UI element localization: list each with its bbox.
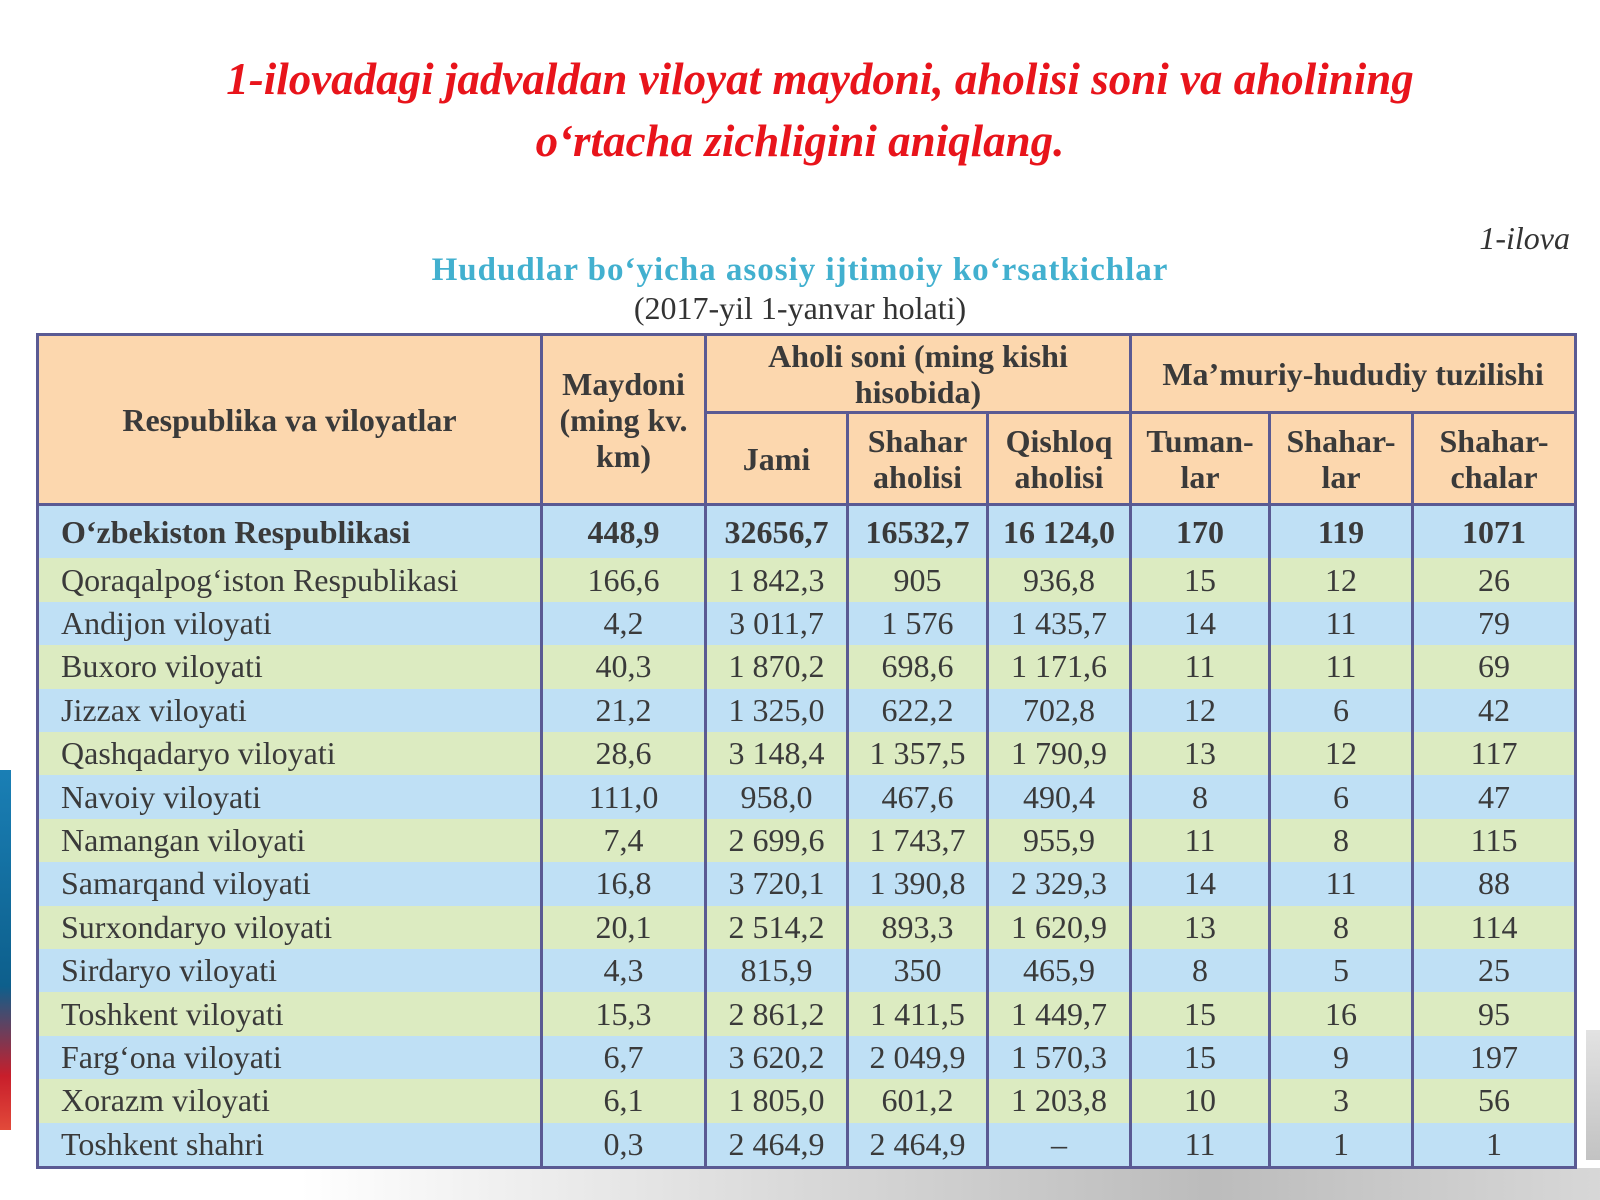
cell-towns: 88 [1413, 862, 1576, 905]
cell-urban: 2 464,9 [848, 1123, 988, 1168]
cell-name: Navoiy viloyati [38, 775, 542, 818]
cell-name: Toshkent shahri [38, 1123, 542, 1168]
cell-urban: 622,2 [848, 689, 988, 732]
cell-name: Sirdaryo viloyati [38, 949, 542, 992]
cell-cities: 9 [1270, 1036, 1413, 1079]
cell-total: 2 861,2 [706, 992, 848, 1035]
cell-urban: 350 [848, 949, 988, 992]
cell-area: 6,1 [542, 1079, 706, 1122]
cell-towns: 1 [1413, 1123, 1576, 1168]
cell-urban: 698,6 [848, 645, 988, 688]
cell-area: 166,6 [542, 558, 706, 601]
header-towns: Shahar-chalar [1413, 413, 1576, 505]
cell-cities: 11 [1270, 645, 1413, 688]
table-row [38, 992, 1576, 1035]
cell-name: Farg‘ona viloyati [38, 1036, 542, 1079]
cell-name: Jizzax viloyati [38, 689, 542, 732]
cell-area: 4,3 [542, 949, 706, 992]
cell-cities: 11 [1270, 862, 1413, 905]
cell-urban: 467,6 [848, 775, 988, 818]
slide-heading [0, 48, 1600, 172]
cell-area: 40,3 [542, 645, 706, 688]
header-urban: Shahar aholisi [848, 413, 988, 505]
cell-districts: 8 [1131, 775, 1270, 818]
cell-total: 1 870,2 [706, 645, 848, 688]
cell-rural: 702,8 [988, 689, 1131, 732]
cell-rural: 1 790,9 [988, 732, 1131, 775]
table-row [38, 558, 1576, 601]
cell-districts: 11 [1131, 645, 1270, 688]
cell-cities: 12 [1270, 558, 1413, 601]
cell-area: 28,6 [542, 732, 706, 775]
cell-cities: 8 [1270, 819, 1413, 862]
cell-name: Toshkent viloyati [38, 992, 542, 1035]
table-row [38, 602, 1576, 645]
cell-districts: 15 [1131, 1036, 1270, 1079]
cell-urban: 1 743,7 [848, 819, 988, 862]
cell-cities: 6 [1270, 775, 1413, 818]
cell-urban: 16532,7 [848, 505, 988, 559]
cell-name: Surxondaryo viloyati [38, 906, 542, 949]
heading-line-1: 1-ilovadagi jadvaldan viloyat maydoni, aholisi soni va aholining [226, 54, 1414, 104]
cell-rural: 490,4 [988, 775, 1131, 818]
cell-districts: 15 [1131, 992, 1270, 1035]
cell-name: Qoraqalpog‘iston Respublikasi [38, 558, 542, 601]
table-row [38, 1079, 1576, 1122]
table-row [38, 949, 1576, 992]
cell-area: 111,0 [542, 775, 706, 818]
header-rural: Qishloq aholisi [988, 413, 1131, 505]
cell-rural: – [988, 1123, 1131, 1168]
cell-rural: 1 203,8 [988, 1079, 1131, 1122]
cell-area: 448,9 [542, 505, 706, 559]
cell-area: 6,7 [542, 1036, 706, 1079]
cell-total: 3 620,2 [706, 1036, 848, 1079]
cell-area: 15,3 [542, 992, 706, 1035]
header-region: Respublika va viloyatlar [38, 335, 542, 505]
cell-towns: 197 [1413, 1036, 1576, 1079]
header-districts: Tuman-lar [1131, 413, 1270, 505]
cell-total: 2 464,9 [706, 1123, 848, 1168]
cell-total: 815,9 [706, 949, 848, 992]
cell-urban: 905 [848, 558, 988, 601]
cell-districts: 13 [1131, 732, 1270, 775]
table-row [38, 1036, 1576, 1079]
cell-total: 1 325,0 [706, 689, 848, 732]
cell-districts: 8 [1131, 949, 1270, 992]
cell-districts: 11 [1131, 819, 1270, 862]
appendix-label: 1-ilova [1479, 220, 1570, 256]
cell-districts: 13 [1131, 906, 1270, 949]
cell-area: 16,8 [542, 862, 706, 905]
cell-name: Samarqand viloyati [38, 862, 542, 905]
left-edge-decoration [0, 770, 11, 1130]
cell-rural: 936,8 [988, 558, 1131, 601]
table-row [38, 645, 1576, 688]
heading-line-2: o‘rtacha zichligini aniqlang. [535, 116, 1065, 166]
cell-towns: 26 [1413, 558, 1576, 601]
cell-districts: 15 [1131, 558, 1270, 601]
cell-towns: 69 [1413, 645, 1576, 688]
cell-towns: 117 [1413, 732, 1576, 775]
cell-urban: 1 357,5 [848, 732, 988, 775]
cell-rural: 2 329,3 [988, 862, 1131, 905]
cell-rural: 1 620,9 [988, 906, 1131, 949]
cell-total: 3 148,4 [706, 732, 848, 775]
cell-cities: 119 [1270, 505, 1413, 559]
cell-rural: 1 570,3 [988, 1036, 1131, 1079]
cell-name: Xorazm viloyati [38, 1079, 542, 1122]
cell-cities: 1 [1270, 1123, 1413, 1168]
cell-towns: 25 [1413, 949, 1576, 992]
cell-name: O‘zbekiston Respublikasi [38, 505, 542, 559]
cell-towns: 56 [1413, 1079, 1576, 1122]
cell-urban: 1 411,5 [848, 992, 988, 1035]
cell-total: 3 720,1 [706, 862, 848, 905]
statistics-table [36, 333, 1577, 1169]
cell-rural: 1 449,7 [988, 992, 1131, 1035]
cell-total: 2 514,2 [706, 906, 848, 949]
cell-name: Buxoro viloyati [38, 645, 542, 688]
cell-area: 21,2 [542, 689, 706, 732]
cell-districts: 11 [1131, 1123, 1270, 1168]
cell-rural: 1 171,6 [988, 645, 1131, 688]
cell-districts: 10 [1131, 1079, 1270, 1122]
header-area: Maydoni (ming kv. km) [542, 335, 706, 505]
cell-area: 4,2 [542, 602, 706, 645]
cell-cities: 5 [1270, 949, 1413, 992]
cell-total: 3 011,7 [706, 602, 848, 645]
cell-area: 20,1 [542, 906, 706, 949]
cell-cities: 11 [1270, 602, 1413, 645]
cell-total: 2 699,6 [706, 819, 848, 862]
cell-towns: 114 [1413, 906, 1576, 949]
table-row [38, 689, 1576, 732]
cell-towns: 95 [1413, 992, 1576, 1035]
table-subtitle: (2017-yil 1-yanvar holati) [633, 290, 967, 326]
cell-districts: 170 [1131, 505, 1270, 559]
cell-total: 32656,7 [706, 505, 848, 559]
table-row-total [38, 505, 1576, 559]
cell-urban: 2 049,9 [848, 1036, 988, 1079]
cell-cities: 16 [1270, 992, 1413, 1035]
cell-districts: 14 [1131, 602, 1270, 645]
cell-name: Namangan viloyati [38, 819, 542, 862]
cell-cities: 12 [1270, 732, 1413, 775]
cell-total: 958,0 [706, 775, 848, 818]
table-row [38, 775, 1576, 818]
cell-towns: 79 [1413, 602, 1576, 645]
cell-towns: 1071 [1413, 505, 1576, 559]
table-row [38, 1123, 1576, 1168]
cell-rural: 16 124,0 [988, 505, 1131, 559]
cell-rural: 1 435,7 [988, 602, 1131, 645]
bottom-shadow-decoration [300, 1168, 1600, 1200]
cell-rural: 465,9 [988, 949, 1131, 992]
cell-towns: 42 [1413, 689, 1576, 732]
header-cities: Shahar-lar [1270, 413, 1413, 505]
header-total: Jami [706, 413, 848, 505]
cell-area: 0,3 [542, 1123, 706, 1168]
cell-districts: 12 [1131, 689, 1270, 732]
table-title: Hududlar bo‘yicha asosiy ijtimoiy ko‘rsatkichlar [431, 252, 1169, 288]
cell-urban: 1 390,8 [848, 862, 988, 905]
table-row [38, 732, 1576, 775]
cell-cities: 6 [1270, 689, 1413, 732]
table-row [38, 906, 1576, 949]
cell-urban: 601,2 [848, 1079, 988, 1122]
cell-cities: 3 [1270, 1079, 1413, 1122]
cell-urban: 893,3 [848, 906, 988, 949]
cell-name: Andijon viloyati [38, 602, 542, 645]
cell-cities: 8 [1270, 906, 1413, 949]
table-row [38, 819, 1576, 862]
header-population-group: Aholi soni (ming kishi hisobida) [706, 335, 1131, 413]
cell-name: Qashqadaryo viloyati [38, 732, 542, 775]
cell-area: 7,4 [542, 819, 706, 862]
cell-districts: 14 [1131, 862, 1270, 905]
cell-rural: 955,9 [988, 819, 1131, 862]
table-row [38, 862, 1576, 905]
right-edge-decoration [1586, 1030, 1600, 1160]
cell-total: 1 842,3 [706, 558, 848, 601]
cell-towns: 115 [1413, 819, 1576, 862]
cell-urban: 1 576 [848, 602, 988, 645]
cell-towns: 47 [1413, 775, 1576, 818]
header-admin-group: Ma’muriy-hududiy tuzilishi [1131, 335, 1576, 413]
cell-total: 1 805,0 [706, 1079, 848, 1122]
